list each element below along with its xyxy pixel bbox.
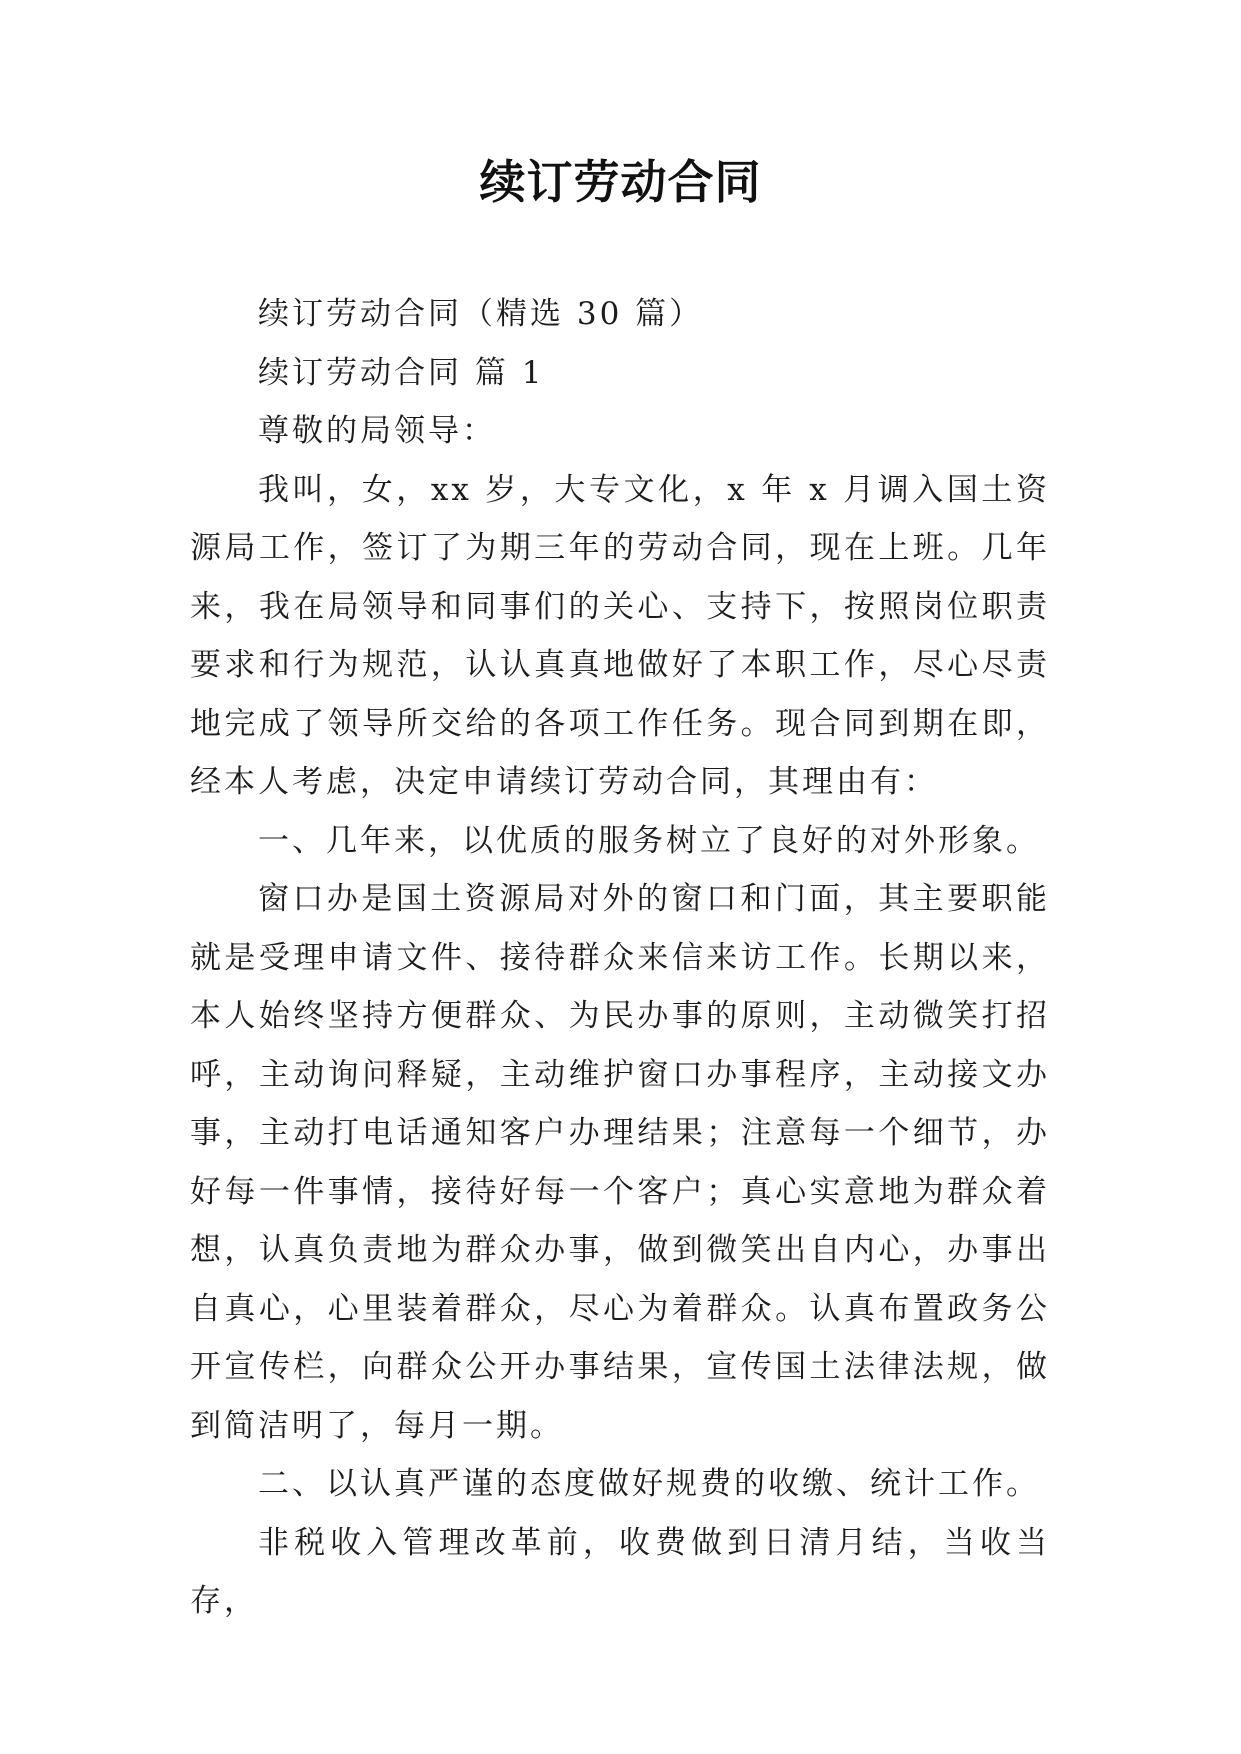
body-paragraph: 非税收入管理改革前，收费做到日清月结，当收当存， (190, 1524, 1050, 1619)
document-body (190, 285, 1050, 1631)
document-title: 续订劳动合同 (479, 155, 762, 209)
section-heading: 续订劳动合同 篇 1 (258, 354, 545, 391)
body-paragraph: 我叫，女，xx 岁，大专文化，x 年 x 月调入国土资源局工作，签订了为期三年的劳动合同，现在上班。几年来，我在局领导和同事们的关心、支持下，按照岗位职责要求和行为规范，认认真真地做好了本职工作，尽心尽责地完成了领导所交给的各项工作任务。现合同到期在即，经本人考虑，决定申请续订劳动合同，其理由有： (190, 471, 1050, 800)
point-heading: 二、以认真严谨的态度做好规费的收缴、统计工作。 (258, 1466, 1040, 1502)
subtitle-line: 续订劳动合同（精选 30 篇） (258, 296, 704, 332)
salutation: 尊敬的局领导： (258, 413, 496, 449)
point-heading: 一、几年来，以优质的服务树立了良好的对外形象。 (258, 822, 1040, 859)
body-paragraph: 窗口办是国土资源局对外的窗口和门面，其主要职能就是受理申请文件、接待群众来信来访工作。长期以来，本人始终坚持方便群众、为民办事的原则，主动微笑打招呼，主动询问释疑，主动维护窗口办事程序，主动接文办事，主动打电话通知客户办理结果；注意每一个细节，办好每一件事情，接待好每一个客户；真心实意地为群众着想，认真负责地为群众办事，做到微笑出自内心，办事出自真心，心里装着群众，尽心为着群众。认真布置政务公开宣传栏，向群众公开办事结果，宣传国土法律法规，做到简洁明了，每月一期。 (190, 881, 1050, 1444)
